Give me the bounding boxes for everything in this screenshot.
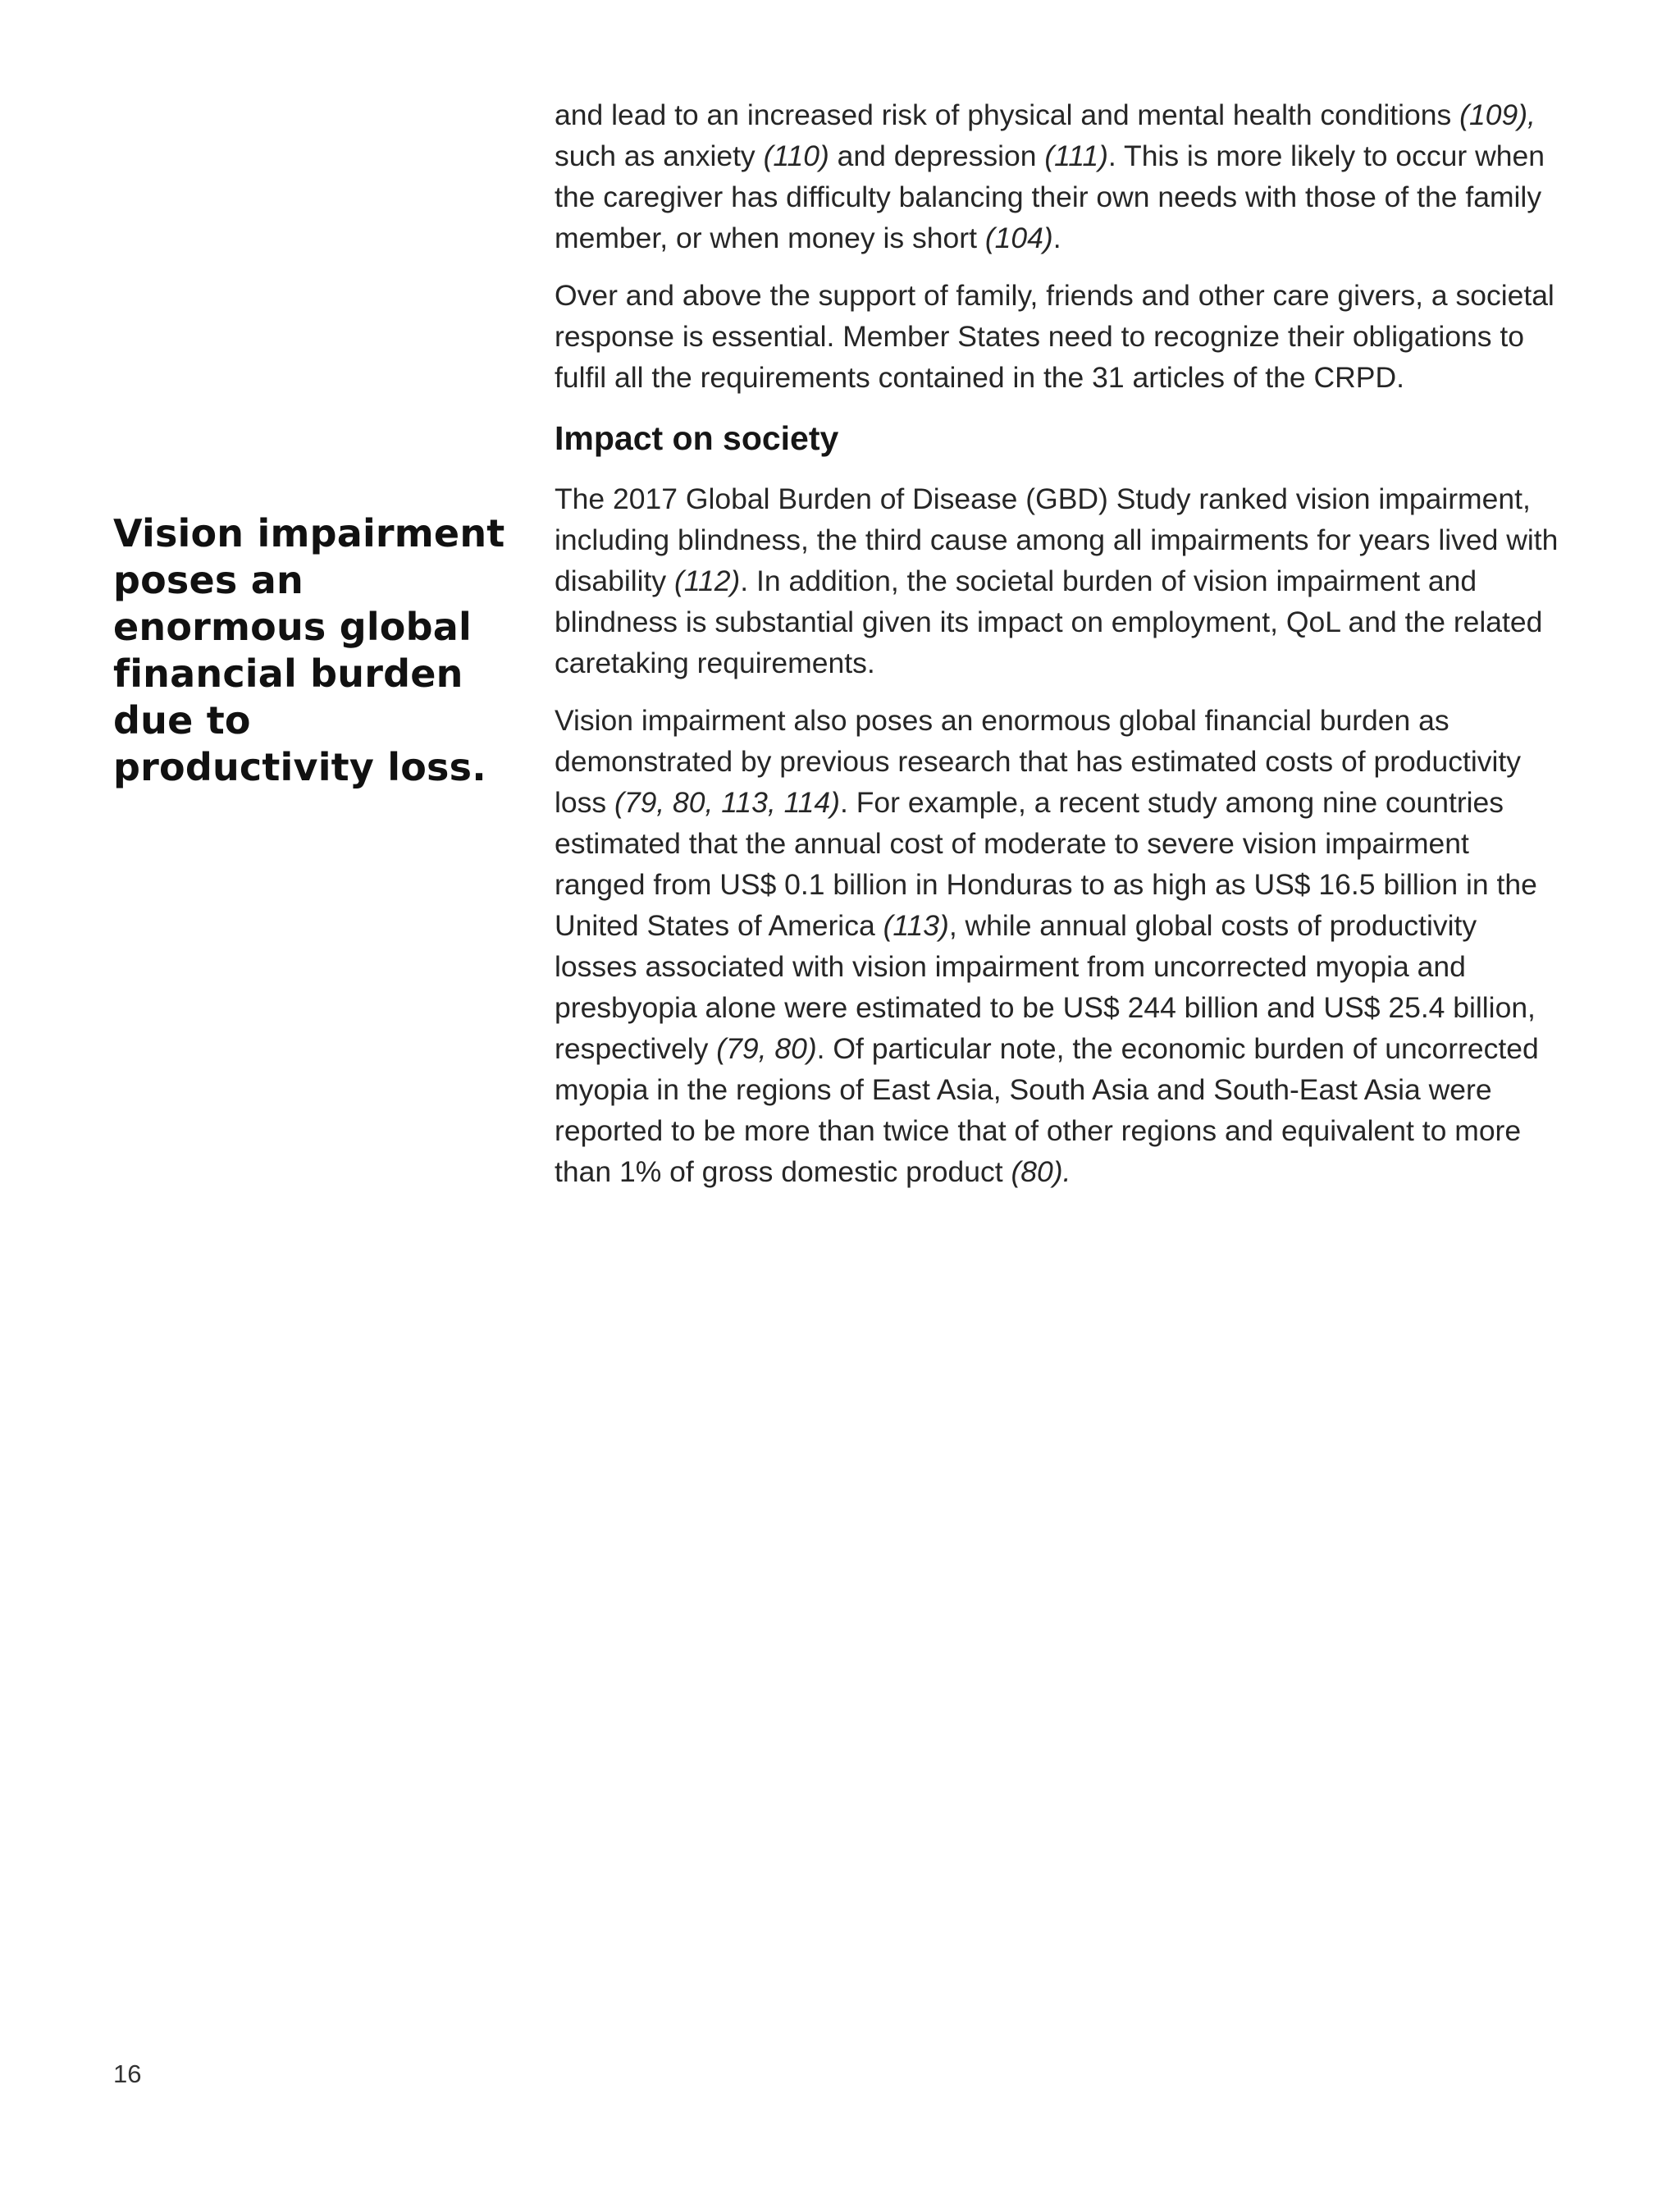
text-run: . For example, a recent study among nine countries estimated that the annual cost of moderate to severe vision impairment ranged from US$ 0.1 billion in Honduras to as high as US$ 16.5 billion in the United States of America — [555, 786, 1537, 942]
text-run: . In addition, the societal burden of vision impairment and blindness is substantial given its impact on employment, QoL and the related caretaking requirements. — [555, 565, 1543, 679]
text-run: and depression — [829, 139, 1045, 172]
text-run: . This is more likely to occur when the caregiver has difficulty balancing their own needs with those of the family member, or when money is short — [555, 139, 1545, 254]
text-run: Over and above the support of family, friends and other care givers, a societal response is essential. Member States need to recognize their obligations to fulfil all the requirements contained in the 31 articles of the CRPD. — [555, 279, 1554, 394]
text-run: . — [1052, 222, 1061, 254]
paragraph-financial-burden — [555, 700, 1564, 1192]
pull-quote: Vision impairment poses an enormous global financial burden due to productivity loss. — [113, 511, 505, 789]
text-run: Vision impairment also poses an enormous global financial burden as demonstrated by previous research that has estimated costs of productivity loss — [555, 704, 1522, 819]
text-run: . Of particular note, the economic burden of uncorrected myopia in the regions of East Asia, South Asia and South-East Asia were reported to be more than twice that of other regions and equivalent to more than 1% of gross domestic product — [555, 1032, 1539, 1188]
citation: (109), — [1459, 98, 1536, 131]
text-run: The 2017 Global Burden of Disease (GBD) Study ranked vision impairment, including blindness, the third cause among all impairments for years lived with disability — [555, 482, 1559, 597]
citation: (110) — [763, 139, 829, 172]
citation: (113) — [883, 909, 949, 942]
section-heading-impact-on-society: Impact on society — [555, 419, 839, 457]
paragraph-gbd-study — [555, 478, 1564, 683]
text-run: and lead to an increased risk of physical and mental health conditions — [555, 98, 1460, 131]
paragraph-caregiver-health — [555, 94, 1564, 258]
body-column — [555, 94, 1564, 1209]
page-number: 16 — [113, 2059, 142, 2088]
text-run: , while annual global costs of productivity losses associated with vision impairment from uncorrected myopia and presbyopia alone were estimated to be US$ 244 billion and US$ 25.4 billion, respectively — [555, 909, 1536, 1065]
text-run: such as anxiety — [555, 139, 764, 172]
citation: (79, 80) — [716, 1032, 817, 1065]
citation: (80). — [1011, 1155, 1071, 1188]
paragraph-societal-response — [555, 275, 1564, 398]
citation: (104) — [984, 222, 1053, 254]
citation: (79, 80, 113, 114) — [614, 786, 840, 819]
citation: (111) — [1044, 139, 1108, 172]
citation: (112) — [674, 565, 741, 597]
